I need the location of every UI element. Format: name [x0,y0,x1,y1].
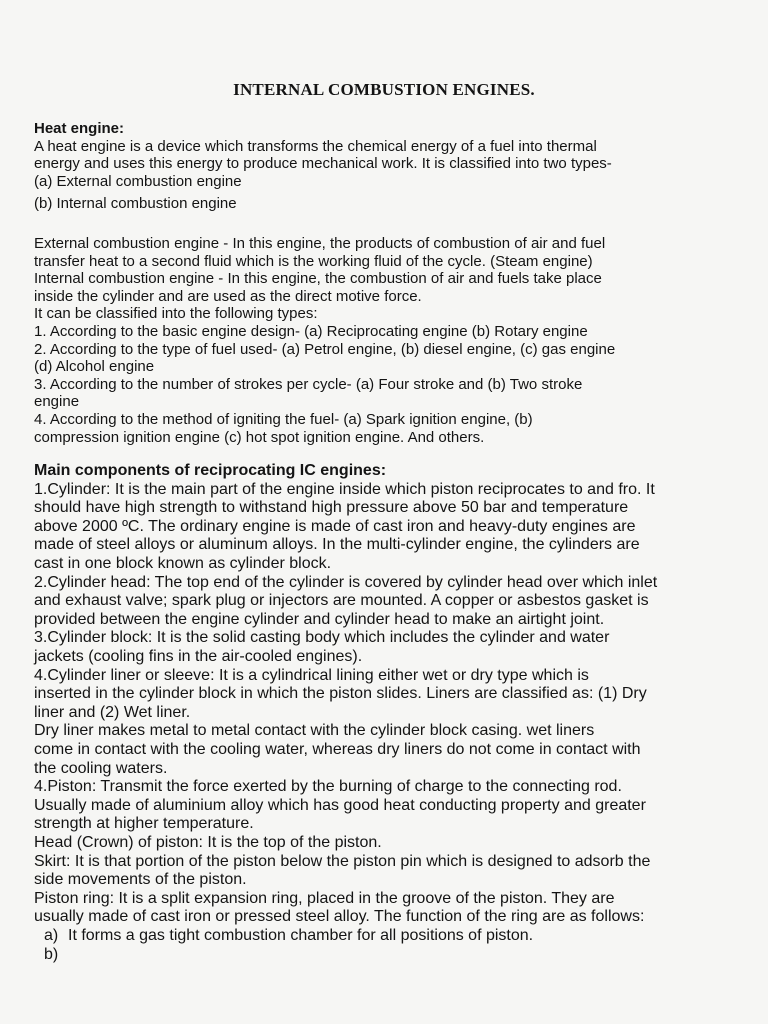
body-line: Head (Crown) of piston: It is the top of the piston. [34,833,382,851]
body-line: the cooling waters. [34,759,168,777]
body-line: made of steel alloys or aluminum alloys. In the multi-cylinder engine, the cylinders are [34,536,640,554]
body-line: 3. According to the number of strokes per cycle- (a) Four stroke and (b) Two stroke [34,375,583,393]
body-line: 4.Piston: Transmit the force exerted by the burning of charge to the connecting rod. [34,778,622,796]
body-line: inside the cylinder and are used as the direct motive force. [34,287,422,305]
body-line: inserted in the cylinder block in which the piston slides. Liners are classified as: (1) Dry [34,685,647,703]
body-line: 4.Cylinder liner or sleeve: It is a cylindrical lining either wet or dry type which is [34,666,589,684]
body-line: transfer heat to a second fluid which is the working fluid of the cycle. (Steam engine) [34,252,593,270]
body-line: liner and (2) Wet liner. [34,703,191,721]
body-line: engine [34,393,80,411]
body-line: External combustion engine - In this engine, the products of combustion of air and fuel [34,234,606,252]
body-line: should have high strength to withstand high pressure above 50 bar and temperature [34,499,629,517]
body-line: usually made of cast iron or pressed steel alloy. The function of the ring are as follows: [34,908,645,926]
list-item [34,946,744,965]
components-heading: Main components of reciprocating IC engines: [34,462,387,480]
document-body [34,120,744,964]
body-line: Internal combustion engine - In this engine, the combustion of air and fuels take place [34,270,602,288]
body-line: Piston ring: It is a split expansion ring, placed in the groove of the piston. They are [34,889,615,907]
list-item [34,927,744,946]
body-line: provided between the engine cylinder and cylinder head to make an airtight joint. [34,610,605,628]
body-line: strength at higher temperature. [34,815,254,833]
body-line: It can be classified into the following types: [34,305,318,323]
body-line: come in contact with the cooling water, whereas dry liners do not come in contact with [34,741,641,758]
body-line: 2. According to the type of fuel used- (a) Petrol engine, (b) diesel engine, (c) gas engine [34,340,616,358]
body-line: and exhaust valve; spark plug or injectors are mounted. A copper or asbestos gasket is [34,592,649,610]
body-line: 2.Cylinder head: The top end of the cylinder is covered by cylinder head over which inlet [34,573,658,591]
body-line: compression ignition engine (c) hot spot ignition engine. And others. [34,428,485,446]
body-line: 4. According to the method of igniting the fuel- (a) Spark ignition engine, (b) [34,410,533,428]
list-item-text: It forms a gas tight combustion chamber for all positions of piston. [68,926,534,944]
body-line: side movements of the piston. [34,871,247,889]
body-line: A heat engine is a device which transforms the chemical energy of a fuel into thermal [34,137,597,155]
body-line: energy and uses this energy to produce mechanical work. It is classified into two types- [34,155,612,173]
heat-engine-heading: Heat engine: [34,120,125,137]
body-line: (b) Internal combustion engine [34,195,237,213]
list-marker: a) [44,926,59,944]
body-line: 3.Cylinder block: It is the solid casting body which includes the cylinder and water [34,629,610,647]
body-line: (a) External combustion engine [34,172,242,190]
body-line: jackets (cooling fins in the air-cooled engines). [34,648,363,666]
list-marker: b) [44,945,59,963]
body-line: (d) Alcohol engine [34,358,155,376]
body-line: above 2000 ºC. The ordinary engine is made of cast iron and heavy-duty engines are [34,517,636,535]
body-line: Skirt: It is that portion of the piston below the piston pin which is designed to adsorb the [34,852,651,870]
body-line: cast in one block known as cylinder block. [34,555,332,573]
spacer [34,213,744,235]
body-line: Dry liner makes metal to metal contact with the cylinder block casing. wet liners [34,722,595,740]
body-line: 1. According to the basic engine design- (a) Reciprocating engine (b) Rotary engine [34,322,588,340]
body-line: 1.Cylinder: It is the main part of the engine inside which piston reciprocates to and fro. It [34,480,655,498]
body-line: Usually made of aluminium alloy which has good heat conducting property and greater [34,796,646,814]
page-title: INTERNAL COMBUSTION ENGINES. [233,80,535,99]
spacer [34,446,744,462]
